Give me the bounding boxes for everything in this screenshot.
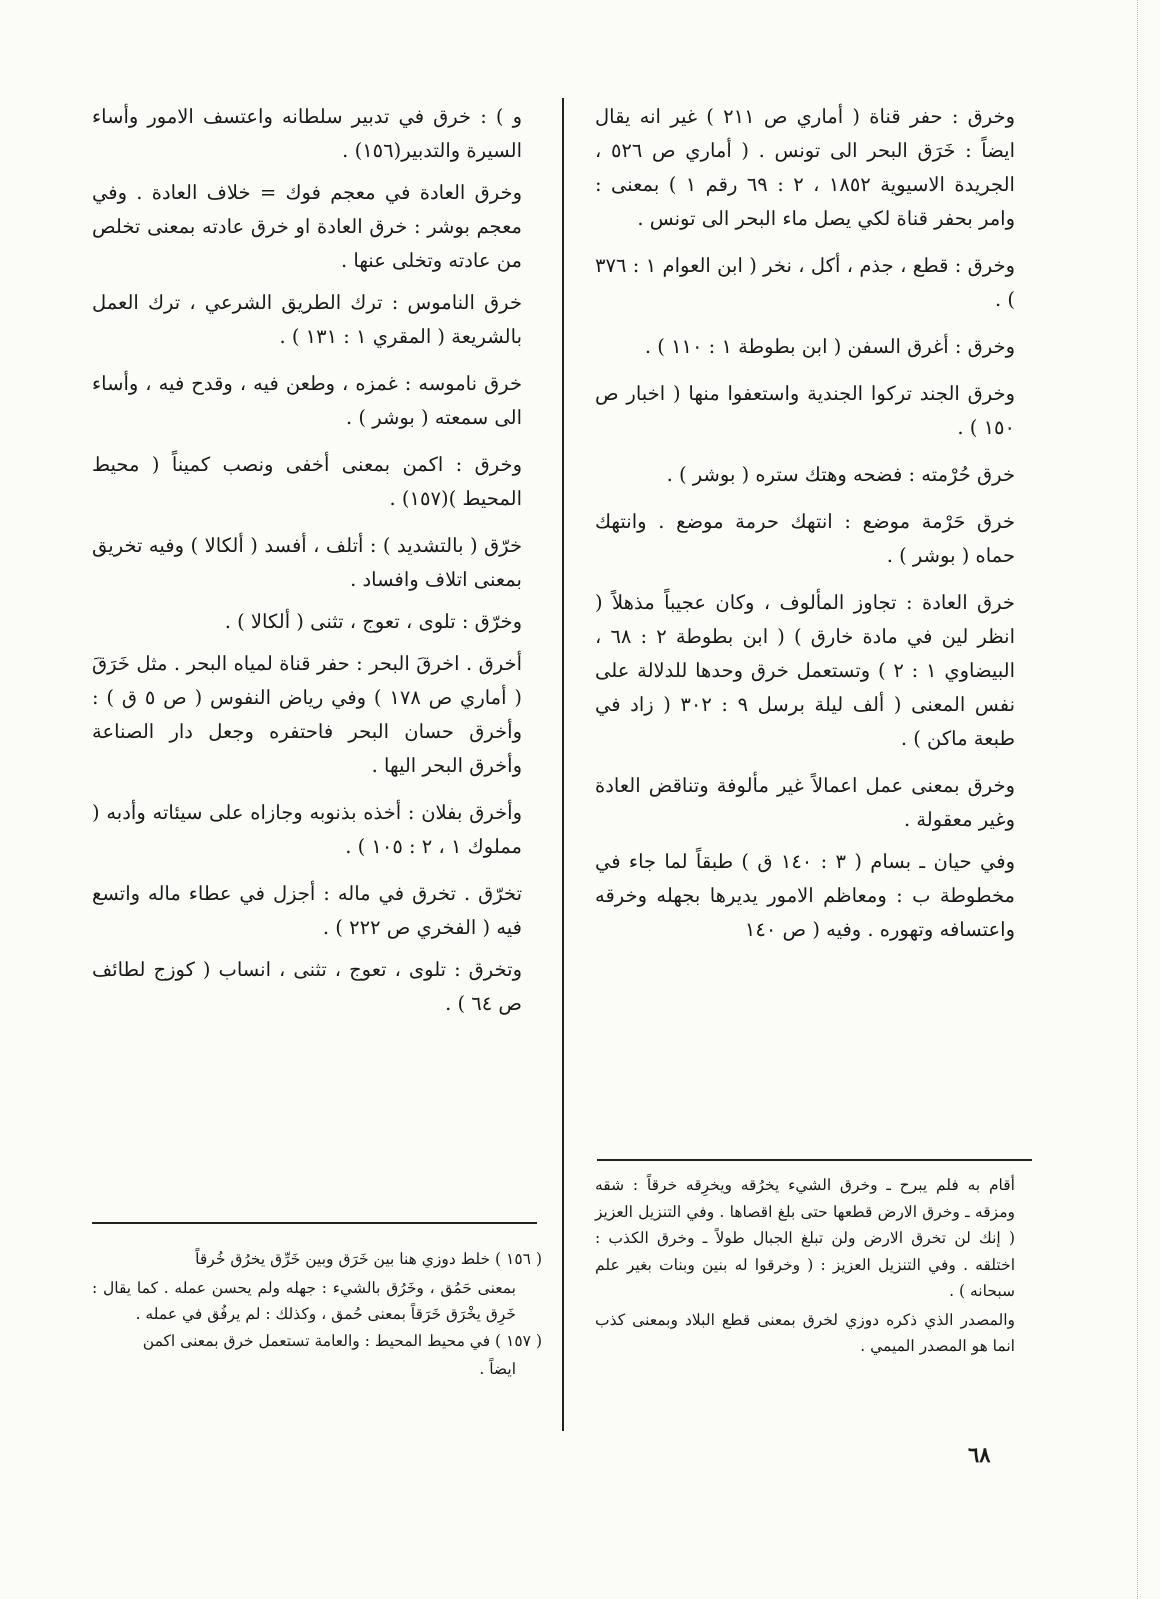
entry: وخرّق : تلوى ، تعوج ، تثنى ( ألكالا ) . — [224, 610, 522, 633]
footnote-156-body: بمعنى حَمُق ، وخَرُق بالشيء : جهله ولم يحسن عمله . كما يقال : خَرِق يخْرَق خَرَقاً بمعنى حُمق ، وكذلك : لم يرفُق في عمله . — [92, 1278, 517, 1323]
entry: وخرق الجند تركوا الجندية واستعفوا منها ( اخبار ص ١٥٠ ) . — [595, 382, 1015, 439]
entry: خرق حَرْمة موضع : انتهك حرمة موضع . وانتهك حماه ( بوشر ) . — [595, 510, 1015, 567]
entry: و ) : خرق في تدبير سلطانه واعتسف الامور وأساء السيرة والتدبير(١٥٦) . — [92, 105, 522, 162]
entry: وخرق : حفر قناة ( أماري ص ٢١١ ) غير انه يقال ايضاً : خَرَق البحر الى تونس . ( أماري ص ٥٢٦ ، الجريدة الاسيوية ١٨٥٢ ، ٢ : ٦٩ رقم ١ ) بمعنى : وامر بحفر قناة لكي يصل ماء البحر الى تونس . — [595, 105, 1015, 230]
entry: وفي حيان ـ بسام ( ٣ : ١٤٠ ق ) طبقاً لما جاء في مخطوطة ب : ومعاظم الامور يديرها بجهله وخرقه واعتسافه وتهوره . وفيه ( ص ١٤٠ — [595, 850, 1015, 941]
entry: وخرق العادة في معجم فوك = خلاف العادة . وفي معجم بوشر : خرق العادة او خرق عادته بمعنى تخلص من عادته وتخلى عنها . — [92, 181, 522, 272]
column-divider — [562, 98, 564, 1431]
entry: وخرق : أغرق السفن ( ابن بطوطة ١ : ١١٠ ) . — [644, 335, 1015, 358]
entry: خرّق ( بالتشديد ) : أتلف ، أفسد ( ألكالا ) وفيه تخريق بمعنى اتلاف وافساد . — [92, 534, 522, 591]
page-number: ٦٨ — [968, 1442, 991, 1467]
entry: وخرق بمعنى عمل اعمالاً غير مألوفة وتناقض العادة وغير معقولة . — [595, 774, 1015, 831]
right-column — [595, 100, 1015, 955]
entry: أخرق . اخرقَ البحر : حفر قناة لمياه البحر . مثل خَرَقَ ( أماري ص ١٧٨ ) وفي رياض النفوس ( ص ٥ ق ) : وأخرق حسان البحر فاحتفره وجعل دار الصناعة وأخرق البحر اليها . — [92, 652, 522, 777]
entry: خرق الناموس : ترك الطريق الشرعي ، ترك العمل بالشريعة ( المقري ١ : ١٣١ ) . — [92, 291, 522, 348]
footnote-rule-right — [597, 1159, 1032, 1161]
footnote-text: أقام به فلم يبرح ـ وخرق الشيء يخرُقه ويخرِقه خرقاً : شقه ومزقه ـ وخرق الارض قطعها حتى بلغ اقصاها . وفي التنزيل العزيز ( إنك لن تخرق الارض ولن تبلغ الجبال طولاً ـ وخرق الكذب : اختلقه . وفي التنزيل العزيز : ( وخرقوا له بنين وبنات بغير علم سبحانه ) . — [595, 1176, 1015, 1300]
entry: وخرق : اكمن بمعنى أخفى ونصب كميناً ( محيط المحيط )(١٥٧) . — [92, 453, 522, 510]
footnote-text: والمصدر الذي ذكره دوزي لخرق بمعنى قطع البلاد وبمعنى كذب انما هو المصدر الميمي . — [595, 1310, 1015, 1355]
scan-edge-line — [1136, 0, 1138, 1599]
entry: تخرّق . تخرق في ماله : أجزل في عطاء ماله واتسع فيه ( الفخري ص ٢٢٢ ) . — [92, 882, 522, 939]
entry: وأخرق بفلان : أخذه بذنوبه وجازاه على سيئاته وأدبه ( مملوك ١ ، ٢ : ١٠٥ ) . — [92, 801, 522, 858]
footnote-156-head: ( ١٥٦ ) خلط دوزي هنا بين خَرَق وبين خَرِّق يخرُق خُرقاً — [195, 1250, 542, 1268]
entry: وتخرق : تلوى ، تعوج ، تثنى ، انساب ( كوزج لطائف ص ٦٤ ) . — [92, 958, 522, 1015]
footnotes-left — [92, 1246, 542, 1383]
footnotes-right — [595, 1172, 1015, 1362]
entry: خرق العادة : تجاوز المألوف ، وكان عجيباً مذهلاً ( انظر لين في مادة خارق ) ( ابن بطوطة ٢ : ٦٨ ، البيضاوي ١ : ٢ ) وتستعمل خرق وحدها للدلالة على نفس المعنى ( ألف ليلة برسل ٩ : ٣٠٢ ( زاد في طبعة ماكن ) . — [595, 591, 1015, 750]
footnote-rule-left — [92, 1222, 537, 1224]
entry: خرق ناموسه : غمزه ، وطعن فيه ، وقدح فيه ، وأساء الى سمعته ( بوشر ) . — [92, 372, 522, 429]
footnote-157-body: ايضاً . — [479, 1360, 516, 1378]
entry: خرق حُرْمته : فضحه وهتك ستره ( بوشر ) . — [666, 463, 1015, 486]
left-column — [92, 100, 522, 1029]
entry: وخرق : قطع ، جذم ، أكل ، نخر ( ابن العوام ١ : ٣٧٦ ) . — [595, 254, 1016, 311]
footnote-157-head: ( ١٥٧ ) في محيط المحيط : والعامة تستعمل خرق بمعنى اكمن — [142, 1331, 542, 1350]
